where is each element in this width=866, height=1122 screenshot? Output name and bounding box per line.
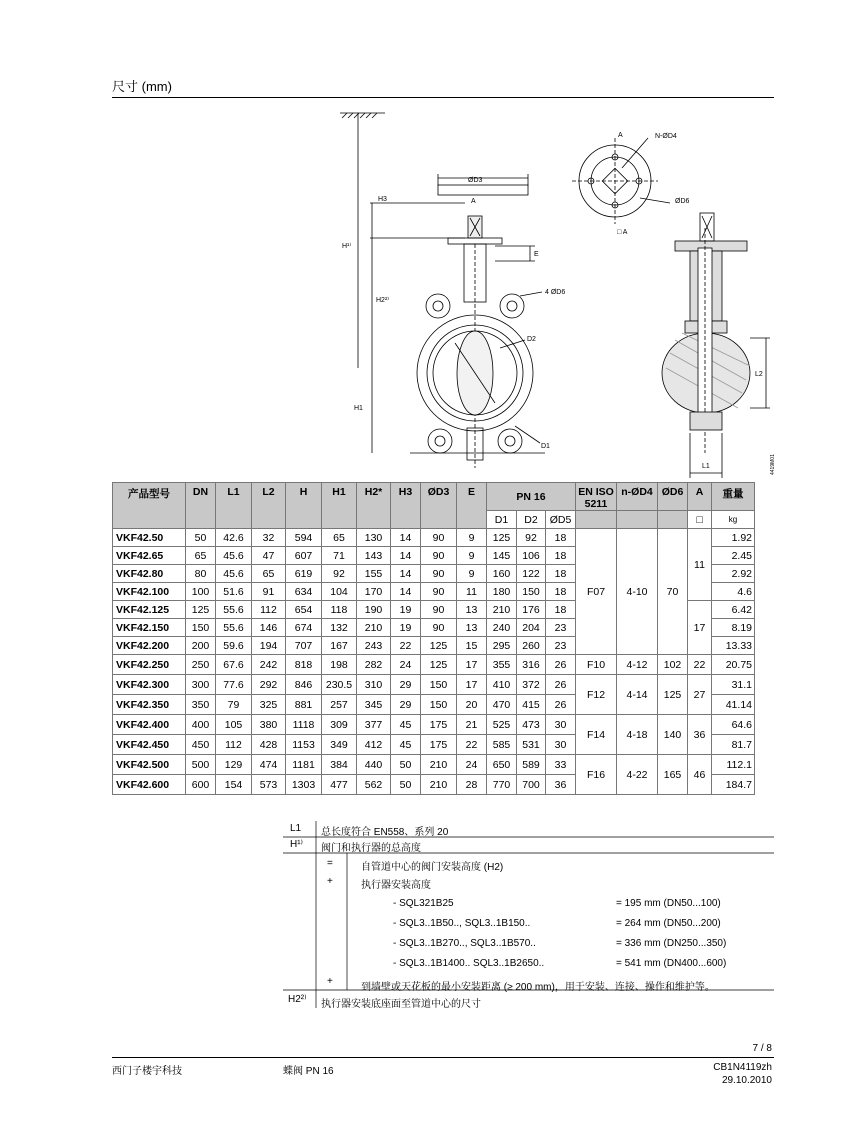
header-d1: D1 [487, 511, 517, 529]
actuator-item-name: - SQL3..1B50.., SQL3..1B150.. [393, 918, 531, 929]
label-h3: H3 [378, 196, 387, 203]
header-weight-unit: kg [712, 511, 755, 529]
table-cell: 198 [322, 655, 357, 675]
page-number: 7 / 8 [752, 1043, 772, 1054]
label-a: A [471, 198, 476, 205]
table-cell: 325 [252, 695, 286, 715]
footer-company: 西门子楼宇科技 [112, 1066, 182, 1077]
label-h1: H1 [354, 405, 363, 412]
note-plus2-text: 到墙壁或天花板的最小安装距离 (≥ 200 mm)，用于安装、连接、操作和维护等。 [361, 982, 715, 993]
table-cell: 700 [517, 775, 546, 795]
table-cell: 13.33 [712, 637, 755, 655]
table-cell: VKF42.350 [113, 695, 186, 715]
table-cell: 607 [286, 547, 322, 565]
table-cell: 125 [421, 655, 457, 675]
label-4d6: 4 ØD6 [545, 289, 566, 296]
table-cell: 1303 [286, 775, 322, 795]
label-d2: D2 [527, 336, 536, 343]
table-cell: 80 [186, 565, 216, 583]
table-cell: 45 [391, 735, 421, 755]
table-cell: 19 [391, 619, 421, 637]
header-e: E [457, 483, 487, 529]
table-cell: VKF42.125 [113, 601, 186, 619]
table-cell: 46 [688, 755, 712, 795]
table-cell: 65 [322, 529, 357, 547]
table-cell: 309 [322, 715, 357, 735]
table-cell: 91 [252, 583, 286, 601]
table-cell: 50 [391, 755, 421, 775]
header-d2: D2 [517, 511, 546, 529]
label-h-note: H¹⁾ [342, 243, 352, 250]
table-cell: 818 [286, 655, 322, 675]
actuator-item-value: = 336 mm (DN250...350) [616, 938, 727, 949]
table-cell: 170 [357, 583, 391, 601]
table-cell: 4-12 [617, 655, 658, 675]
table-cell: 154 [216, 775, 252, 795]
table-cell: 105 [216, 715, 252, 735]
table-cell: 282 [357, 655, 391, 675]
table-cell: 150 [421, 695, 457, 715]
table-cell: 400 [186, 715, 216, 735]
table-cell: 210 [421, 775, 457, 795]
table-cell: 428 [252, 735, 286, 755]
table-cell: 125 [421, 637, 457, 655]
table-cell: 474 [252, 755, 286, 775]
table-cell: 384 [322, 755, 357, 775]
table-cell: 345 [357, 695, 391, 715]
table-cell: 90 [421, 565, 457, 583]
table-cell: 77.6 [216, 675, 252, 695]
table-cell: 9 [457, 547, 487, 565]
actuator-item-name: - SQL321B25 [393, 898, 454, 909]
table-cell: 634 [286, 583, 322, 601]
table-cell: 531 [517, 735, 546, 755]
table-cell: F10 [576, 655, 617, 675]
table-cell: 176 [517, 601, 546, 619]
table-cell: 90 [421, 547, 457, 565]
table-cell: 210 [357, 619, 391, 637]
table-cell: 585 [487, 735, 517, 755]
table-cell: 65 [252, 565, 286, 583]
table-cell: 90 [421, 529, 457, 547]
table-cell: 31.1 [712, 675, 755, 695]
note-plus2: + [327, 976, 333, 987]
table-cell: F14 [576, 715, 617, 755]
table-cell: 32 [252, 529, 286, 547]
table-cell: 200 [186, 637, 216, 655]
table-cell: 30 [546, 715, 576, 735]
table-cell: 129 [216, 755, 252, 775]
table-cell: 589 [517, 755, 546, 775]
table-cell: 118 [322, 601, 357, 619]
table-cell: 20.75 [712, 655, 755, 675]
actuator-item-value: = 195 mm (DN50...100) [616, 898, 721, 909]
table-cell: 316 [517, 655, 546, 675]
table-cell: F16 [576, 755, 617, 795]
table-cell: 310 [357, 675, 391, 695]
table-cell: 17 [457, 675, 487, 695]
table-cell: 14 [391, 565, 421, 583]
header-iso-line2: 5211 [584, 498, 608, 510]
table-cell: 440 [357, 755, 391, 775]
table-cell: 21 [457, 715, 487, 735]
note-plus1: + [327, 876, 333, 887]
note-l1-text: 总长度符合 EN558、系列 20 [321, 827, 449, 838]
header-h2: H2* [357, 483, 391, 529]
table-cell: 55.6 [216, 619, 252, 637]
table-cell: 150 [186, 619, 216, 637]
table-cell: VKF42.600 [113, 775, 186, 795]
header-d6: ØD6 [658, 483, 688, 511]
table-cell: 14 [391, 583, 421, 601]
table-cell: 22 [391, 637, 421, 655]
table-cell: 470 [487, 695, 517, 715]
table-cell: 100 [186, 583, 216, 601]
table-cell: 210 [487, 601, 517, 619]
table-cell: 250 [186, 655, 216, 675]
note-h2-key: H2²⁾ [288, 994, 307, 1005]
table-cell: 8.19 [712, 619, 755, 637]
table-cell: 90 [421, 601, 457, 619]
table-cell: 112 [252, 601, 286, 619]
table-cell: 23 [546, 637, 576, 655]
table-cell: 125 [658, 675, 688, 715]
table-cell: VKF42.300 [113, 675, 186, 695]
table-cell: 619 [286, 565, 322, 583]
header-nd4: n-ØD4 [617, 483, 658, 511]
table-cell: 125 [487, 529, 517, 547]
table-cell: 349 [322, 735, 357, 755]
table-cell: 125 [186, 601, 216, 619]
table-cell: 380 [252, 715, 286, 735]
table-cell: 350 [186, 695, 216, 715]
table-cell: 22 [457, 735, 487, 755]
table-cell: 140 [658, 715, 688, 755]
table-cell: 24 [457, 755, 487, 775]
table-cell: 415 [517, 695, 546, 715]
actuator-item-name: - SQL3..1B1400.. SQL3..1B2650.. [393, 958, 545, 969]
note-h-text: 阀门和执行器的总高度 [321, 843, 421, 854]
table-cell: 165 [658, 755, 688, 795]
table-cell: 243 [357, 637, 391, 655]
table-cell: 22 [688, 655, 712, 675]
table-cell: 55.6 [216, 601, 252, 619]
table-cell: 707 [286, 637, 322, 655]
table-cell: 20 [457, 695, 487, 715]
table-cell: 18 [546, 583, 576, 601]
footer-product: 蝶阀 PN 16 [283, 1066, 334, 1077]
table-cell: 4-10 [617, 529, 658, 655]
table-cell: 190 [357, 601, 391, 619]
header-weight: 重量 [712, 483, 755, 511]
table-cell: 1181 [286, 755, 322, 775]
table-cell: 167 [322, 637, 357, 655]
table-cell: VKF42.80 [113, 565, 186, 583]
table-cell: 410 [487, 675, 517, 695]
table-cell: 18 [546, 529, 576, 547]
footer-divider [112, 1057, 774, 1058]
table-cell: 500 [186, 755, 216, 775]
table-cell: 47 [252, 547, 286, 565]
table-cell: VKF42.400 [113, 715, 186, 735]
table-cell: 90 [421, 583, 457, 601]
table-cell: 36 [546, 775, 576, 795]
table-cell: 28 [457, 775, 487, 795]
table-cell: 2.92 [712, 565, 755, 583]
table-cell: VKF42.150 [113, 619, 186, 637]
table-cell: 18 [546, 601, 576, 619]
table-cell: 27 [688, 675, 712, 715]
table-cell: 104 [322, 583, 357, 601]
table-cell: 15 [457, 637, 487, 655]
table-cell: 30 [546, 735, 576, 755]
label-top-a: A [618, 132, 623, 139]
table-cell: 175 [421, 735, 457, 755]
header-a-unit: □ [688, 511, 712, 529]
table-cell: 300 [186, 675, 216, 695]
table-cell: 11 [457, 583, 487, 601]
table-cell: 36 [688, 715, 712, 755]
table-cell: 13 [457, 601, 487, 619]
table-cell: 132 [322, 619, 357, 637]
table-cell: 770 [487, 775, 517, 795]
table-cell: 50 [391, 775, 421, 795]
table-cell: 372 [517, 675, 546, 695]
table-cell: 4-18 [617, 715, 658, 755]
table-cell: 654 [286, 601, 322, 619]
table-cell: 51.6 [216, 583, 252, 601]
header-l1: L1 [216, 483, 252, 529]
label-l1: L1 [702, 463, 710, 470]
table-cell: VKF42.200 [113, 637, 186, 655]
table-cell: 92 [517, 529, 546, 547]
table-cell: 257 [322, 695, 357, 715]
table-cell: 143 [357, 547, 391, 565]
table-cell: 17 [688, 601, 712, 655]
table-cell: 64.6 [712, 715, 755, 735]
table-cell: VKF42.450 [113, 735, 186, 755]
table-cell: 180 [487, 583, 517, 601]
table-cell: 90 [421, 619, 457, 637]
table-cell: 122 [517, 565, 546, 583]
header-dn: DN [186, 483, 216, 529]
table-cell: 18 [546, 547, 576, 565]
table-cell: 11 [688, 529, 712, 601]
table-cell: 881 [286, 695, 322, 715]
note-eq: = [327, 858, 333, 869]
table-cell: 24 [391, 655, 421, 675]
note-h2-text: 执行器安装底座面至管道中心的尺寸 [321, 999, 481, 1010]
table-cell: 9 [457, 529, 487, 547]
table-cell: 477 [322, 775, 357, 795]
label-od3: ØD3 [468, 177, 483, 184]
table-cell: 292 [252, 675, 286, 695]
table-cell: 230.5 [322, 675, 357, 695]
table-cell: 525 [487, 715, 517, 735]
table-cell: VKF42.500 [113, 755, 186, 775]
table-cell: 79 [216, 695, 252, 715]
table-cell: 29 [391, 695, 421, 715]
table-cell: 377 [357, 715, 391, 735]
table-cell: 81.7 [712, 735, 755, 755]
label-od6: ØD6 [675, 198, 690, 205]
table-cell: 175 [421, 715, 457, 735]
label-square-a: □ A [617, 229, 628, 236]
page-title: 尺寸 (mm) [112, 79, 172, 94]
table-cell: 23 [546, 619, 576, 637]
label-nd4: N-ØD4 [655, 133, 677, 140]
table-cell: 594 [286, 529, 322, 547]
table-cell: 412 [357, 735, 391, 755]
table-cell: 146 [252, 619, 286, 637]
table-cell: 13 [457, 619, 487, 637]
table-cell: 150 [421, 675, 457, 695]
table-cell: 59.6 [216, 637, 252, 655]
label-h2-note: H2²⁾ [376, 297, 389, 304]
table-cell: 14 [391, 529, 421, 547]
table-cell: 155 [357, 565, 391, 583]
table-cell: 650 [487, 755, 517, 775]
table-cell: 42.6 [216, 529, 252, 547]
actuator-item-value: = 541 mm (DN400...600) [616, 958, 727, 969]
table-cell: 295 [487, 637, 517, 655]
table-cell: 240 [487, 619, 517, 637]
table-cell: VKF42.100 [113, 583, 186, 601]
table-cell: 102 [658, 655, 688, 675]
table-cell: 106 [517, 547, 546, 565]
table-cell: 67.6 [216, 655, 252, 675]
table-cell: 18 [546, 565, 576, 583]
drawing-code: 4419M01 [770, 454, 776, 475]
header-h3: H3 [391, 483, 421, 529]
table-cell: 112 [216, 735, 252, 755]
header-iso-line1: EN ISO [578, 486, 614, 498]
table-cell: 2.45 [712, 547, 755, 565]
table-cell: 6.42 [712, 601, 755, 619]
header-d5: ØD5 [546, 511, 576, 529]
table-cell: 26 [546, 695, 576, 715]
table-cell: 160 [487, 565, 517, 583]
table-cell: 1153 [286, 735, 322, 755]
table-cell: 50 [186, 529, 216, 547]
table-cell: 9 [457, 565, 487, 583]
table-cell: 4-22 [617, 755, 658, 795]
header-pn16: PN 16 [487, 483, 576, 511]
header-a: A [688, 483, 712, 511]
table-cell: 204 [517, 619, 546, 637]
table-cell: 26 [546, 655, 576, 675]
header-model: 产品型号 [113, 483, 186, 529]
table-cell: 194 [252, 637, 286, 655]
table-cell: 45.6 [216, 547, 252, 565]
table-cell: 29 [391, 675, 421, 695]
table-cell: 150 [517, 583, 546, 601]
table-cell: 130 [357, 529, 391, 547]
table-cell: VKF42.250 [113, 655, 186, 675]
table-cell: 600 [186, 775, 216, 795]
table-cell: 17 [457, 655, 487, 675]
table-cell: 92 [322, 565, 357, 583]
actuator-item-value: = 264 mm (DN50...200) [616, 918, 721, 929]
table-cell: 45 [391, 715, 421, 735]
table-cell: 70 [658, 529, 688, 655]
table-cell: 674 [286, 619, 322, 637]
header-h: H [286, 483, 322, 529]
table-cell: 19 [391, 601, 421, 619]
actuator-item-name: - SQL3..1B270.., SQL3..1B570.. [393, 938, 536, 949]
table-cell: F07 [576, 529, 617, 655]
table-cell: 1118 [286, 715, 322, 735]
table-cell: 450 [186, 735, 216, 755]
table-cell: 26 [546, 675, 576, 695]
label-d1: D1 [541, 443, 550, 450]
note-h-key: H¹⁾ [290, 839, 304, 850]
header-l2: L2 [252, 483, 286, 529]
table-cell: VKF42.65 [113, 547, 186, 565]
table-cell: VKF42.50 [113, 529, 186, 547]
header-d3: ØD3 [421, 483, 457, 529]
table-cell: 242 [252, 655, 286, 675]
header-h1: H1 [322, 483, 357, 529]
table-cell: 184.7 [712, 775, 755, 795]
footer-date: 29.10.2010 [721, 1075, 772, 1086]
table-cell: 562 [357, 775, 391, 795]
table-cell: 45.6 [216, 565, 252, 583]
table-cell: 846 [286, 675, 322, 695]
table-cell: 145 [487, 547, 517, 565]
footer-doc-code: CB1N4119zh [713, 1062, 772, 1073]
table-cell: 71 [322, 547, 357, 565]
label-l2: L2 [755, 371, 763, 378]
table-cell: 65 [186, 547, 216, 565]
table-cell: 573 [252, 775, 286, 795]
note-l1-key: L1 [290, 823, 302, 834]
table-cell: 1.92 [712, 529, 755, 547]
table-cell: 4-14 [617, 675, 658, 715]
table-cell: 355 [487, 655, 517, 675]
table-cell: 112.1 [712, 755, 755, 775]
note-eq-text: 自管道中心的阀门安装高度 (H2) [361, 862, 504, 873]
table-cell: 260 [517, 637, 546, 655]
table-cell: 210 [421, 755, 457, 775]
label-e: E [534, 251, 539, 258]
note-plus1-text: 执行器安装高度 [361, 880, 431, 891]
table-cell: 41.14 [712, 695, 755, 715]
table-cell: 473 [517, 715, 546, 735]
table-cell: F12 [576, 675, 617, 715]
table-cell: 33 [546, 755, 576, 775]
table-cell: 14 [391, 547, 421, 565]
table-cell: 4.6 [712, 583, 755, 601]
